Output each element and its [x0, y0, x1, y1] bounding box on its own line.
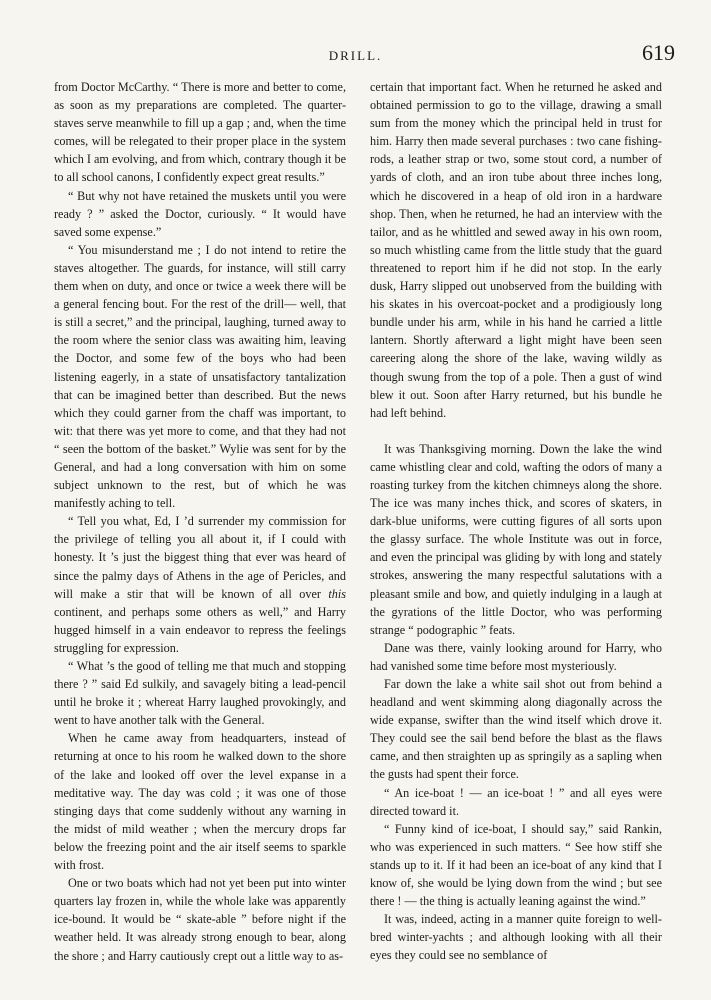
page-number: 619: [642, 40, 675, 65]
paragraph: “ What ’s the good of telling me that much and stopping there ? ” said Ed sulkily, and savagely biting a lead-pencil until he broke it ; whereat Harry laughed provokingly, and went to have another talk with the General.: [54, 659, 346, 728]
paragraph: “ An ice-boat ! — an ice-boat ! ” and all eyes were directed toward it.: [370, 785, 662, 818]
page-header: [0, 40, 711, 70]
text-columns: [54, 78, 662, 996]
paragraph: “ You misunderstand me ; I do not intend to retire the staves altogether. The guards, for instance, will still carry them when on duty, and once or twice a week there will be a general fencing bout. For the rest of the drill— well, that is still a secret,” and the principal, laughing, turned away to the room where the senior class was awaiting him, leaving the Doctor, and some few of the boys who had been listening eagerly, in a state of unsatisfactory tantalization that can be imagined better than described. But the news which they could garner from the chaff was important, to wit: that there was yet more to come, and that they had not “ seen the bottom of the basket.” Wylie was sent for by the General, and had a long conversation with him on some subject unknown to the rest, but of which he was manifestly aching to tell.: [54, 242, 346, 511]
paragraph: It was, indeed, acting in a manner quite foreign to well-bred winter-yachts ; and although looking with all their eyes they could see no semblance of: [370, 912, 662, 963]
right-column: [370, 78, 662, 996]
paragraph: Dane was there, vainly looking around for Harry, who had vanished some time before most mysteriously.: [370, 640, 662, 673]
text-run: “ Tell you what, Ed, I ’d surrender my commission for the privilege of telling you all about it, if I could with honesty. It ’s just the biggest thing that ever was heard of since the palmy days of Athens in the age of Pericles, and will make a stir that will be known of all over: [54, 514, 346, 601]
left-column: [54, 78, 346, 996]
paragraph: It was Thanksgiving morning. Down the lake the wind came whistling clear and cold, wafting the odors of many a roasting turkey from the kitchen chimneys along the shore. The ice was many inches thick, and scores of skaters, in dark-blue uniforms, were cutting figures of all sorts upon the glassy surface. The whole Institute was out in force, and even the principal was gliding by with long and stately strokes, answering the many respectful salutations with a pleasant smile and bow, and quietly indulging in a laugh at the gyrations of the little Doctor, who was performing strange “ podographic ” feats.: [370, 441, 662, 637]
paragraph: One or two boats which had not yet been put into winter quarters lay frozen in, while the whole lake was apparently ice-bound. It would be “ skate-able ” before night if the weather held. It was already strong enough to bear, along the shore ; and Harry cautiously crept out a little way to as-: [54, 876, 346, 963]
paragraph: “ Funny kind of ice-boat, I should say,” said Rankin, who was experienced in such matters. “ See how stiff she stands up to it. If it had been an ice-boat of any kind that I know of, she would be lying down from the wind ; but see there ! — the thing is actually leaning against the wind.”: [370, 821, 662, 909]
paragraph: certain that important fact. When he returned he asked and obtained permission to go to the village, drawing a small sum from the money which the principal held in trust for him. Harry then made several purchases : two cane fishing-rods, a leather strap or two, some stout cord, a number of yards of cloth, and an iron tube about three inches long, which he discovered in a heap of old iron in a hardware shop. Then, when he returned, he had an interview with the tailor, and as he whittled and sewed away in his own room, so much whistling came from the little study that the guard threatened to report him if he did not stop. In the early dusk, Harry slipped out unobserved from the building with his skates in his overcoat-pocket and a prodigiously long bundle under his arm, while in his hand he carried a little lantern. Shortly afterward a light might have been seen careering along the shore of the lake, waving wildly as though swung from the top of a pole. Then a gust of wind blew it out. Soon after Harry returned, but his bundle he had left behind.: [370, 80, 662, 420]
paragraph: from Doctor McCarthy. “ There is more and better to come, as soon as my preparations are completed. The quarter-staves serve meanwhile to fill up a gap ; and, when the time comes, will be relegated to their proper place in the system which I am evolving, and from which, contrary though it be to all school canons, I confidently expect great results.”: [54, 80, 346, 185]
running-title: DRILL.: [328, 48, 383, 63]
paragraph: [54, 512, 346, 657]
text-run: continent, and perhaps some others as well,” and Harry hugged himself in a vain endeavor to repress the feelings struggling for expression.: [54, 604, 346, 655]
paragraph: “ But why not have retained the muskets until you were ready ? ” asked the Doctor, curiously. “ It would have saved some expense.”: [54, 188, 346, 239]
paragraph: Far down the lake a white sail shot out from behind a headland and went skimming along diagonally across the wide expanse, swifter than the wind itself which drove it. They could see the sail bend before the blast as the flaws came, and then straighten up as springily as a sapling when the gusts had spent their force.: [370, 677, 662, 782]
italic-emphasis: this: [328, 586, 346, 601]
paragraph: When he came away from headquarters, instead of returning at once to his room he walked down to the shore of the lake and looked off over the level expanse in a meditative way. The day was cold ; it was one of those stinging days that come suddenly without any warning in the midst of mild weather ; when the mercury drops far below the freezing point and the air itself seems to sparkle with frost.: [54, 731, 346, 873]
